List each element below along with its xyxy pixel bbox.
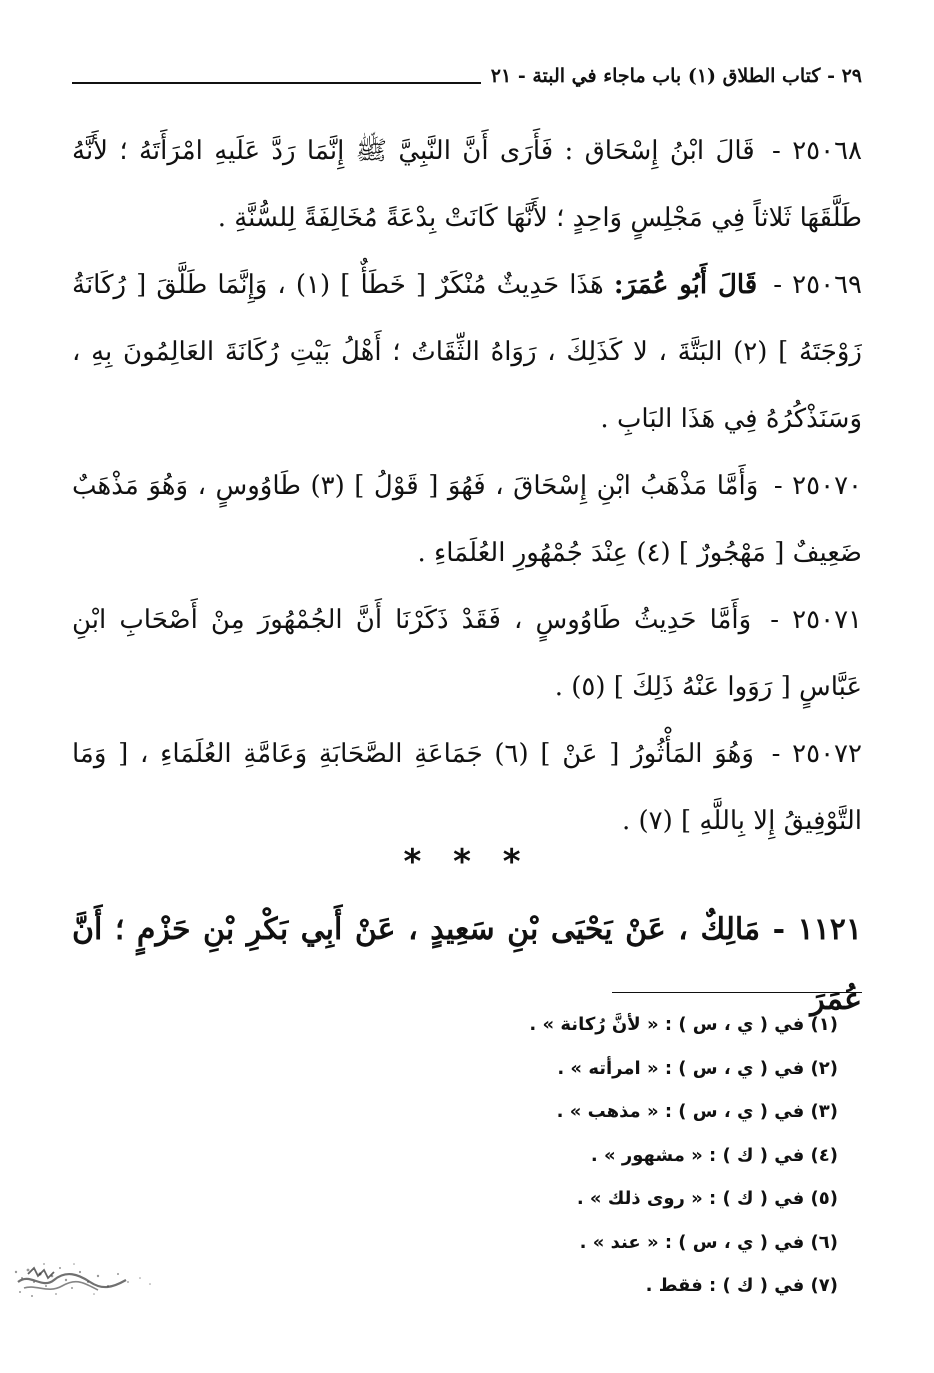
footnote-3: (٣) في ( ي ، س ) : « مذهب » .: [556, 1101, 838, 1122]
paragraph-number: ٢٥٠٧٠ -: [773, 471, 862, 501]
paragraph-25072: [72, 721, 862, 855]
footnotes: [338, 1003, 838, 1308]
paragraph-number: ٢٥٠٧٢ -: [771, 739, 862, 769]
running-head: [72, 60, 862, 92]
paragraph-number: ٢٥٠٦٩ -: [773, 270, 862, 300]
paragraph-25071: [72, 587, 862, 721]
footnote-rule: [612, 992, 862, 993]
main-text: [72, 118, 862, 855]
paragraph-25069: [72, 252, 862, 453]
paragraph-lead: قَالَ أَبُو عُمَرَ:: [613, 270, 758, 300]
running-head-rule: [72, 82, 481, 84]
paragraph-text: وَهُوَ المَأْثُورُ [ عَنْ ] (٦) جَمَاعَةِ الصَّحَابَةِ وَعَامَّةِ العُلَمَاءِ ، [ وَمَا التَّوْفِيقُ إِلا بِاللَّهِ ] (٧) .: [72, 739, 862, 836]
footnote-7: (٧) في ( ك ) : فقط .: [645, 1275, 838, 1296]
paragraph-number: ٢٥٠٧١ -: [770, 605, 862, 635]
section-separator: * * *: [403, 842, 531, 882]
footnote-1: (١) في ( ي ، س ) : « لأنَّ رُكانة » .: [529, 1014, 838, 1035]
library-stamp-icon: [8, 1252, 158, 1308]
paragraph-text: قَالَ ابْنُ إِسْحَاق : فَأَرَى أَنَّ النَّبِيَّ ﷺ إِنَّمَا رَدَّ عَلَيهِ امْرَأَتَهُ ؛ لأَنَّهُ طَلَّقَهَا ثَلاثاً فِي مَجْلِسٍ وَاحِدٍ ؛ لأَنَّهَا كَانَتْ بِدْعَةً مُخَالِفَةً لِلسُّنَّةِ .: [72, 136, 862, 233]
paragraph-25070: [72, 453, 862, 587]
footnote-4: (٤) في ( ك ) : « مشهور » .: [590, 1144, 838, 1166]
running-head-text: ٢٩ - كتاب الطلاق (١) باب ماجاء في البتة - ٢١: [490, 65, 862, 87]
footnote-2: (٢) في ( ي ، س ) : « امرأته » .: [557, 1057, 838, 1079]
hadith-heading: ١١٢١ - مَالِكٌ ، عَنْ يَحْيَى بْنِ سَعِيدٍ ، عَنْ أَبِي بَكْرِ بْنِ حَزْمٍ ؛ أَنَّ عُمَرَ: [72, 912, 862, 1017]
paragraph-text: وَأَمَّا مَذْهَبُ ابْنِ إِسْحَاقَ ، فَهُوَ [ قَوْلُ ] (٣) طَاوُوسٍ ، وَهُوَ مَذْهَبٌ ضَعِيفٌ [ مَهْجُورٌ ] (٤) عِنْدَ جُمْهُورِ العُلَمَاءِ .: [72, 471, 862, 568]
paragraph-text: وَأَمَّا حَدِيثُ طَاوُوسٍ ، فَقَدْ ذَكَرْنَا أَنَّ الجُمْهُورَ مِنْ أَصْحَابِ ابْنِ عَبَّاسٍ [ رَوَوا عَنْهُ ذَلِكَ ] (٥) .: [72, 605, 862, 702]
paragraph-text: هَذَا حَدِيثٌ مُنْكَرٌ [ خَطَأٌ ] (١) ، وَإِنَّمَا طَلَّقَ [ رُكَانَةُ زَوْجَتَهُ ] (٢) البَتَّةَ ، لا كَذَلِكَ ، رَوَاهُ الثِّقَاتُ ؛ أَهْلُ بَيْتِ رُكَانَةَ العَالِمُونَ بِهِ ، وَسَنَذْكُرُهُ فِي هَذَا البَابِ .: [72, 270, 862, 434]
footnote-5: (٥) في ( ك ) : « روى ذلك » .: [576, 1188, 838, 1209]
footnote-6: (٦) في ( ي ، س ) : « عند » .: [579, 1231, 838, 1253]
paragraph-number: ٢٥٠٦٨ -: [772, 136, 863, 166]
paragraph-25068: [72, 118, 862, 252]
